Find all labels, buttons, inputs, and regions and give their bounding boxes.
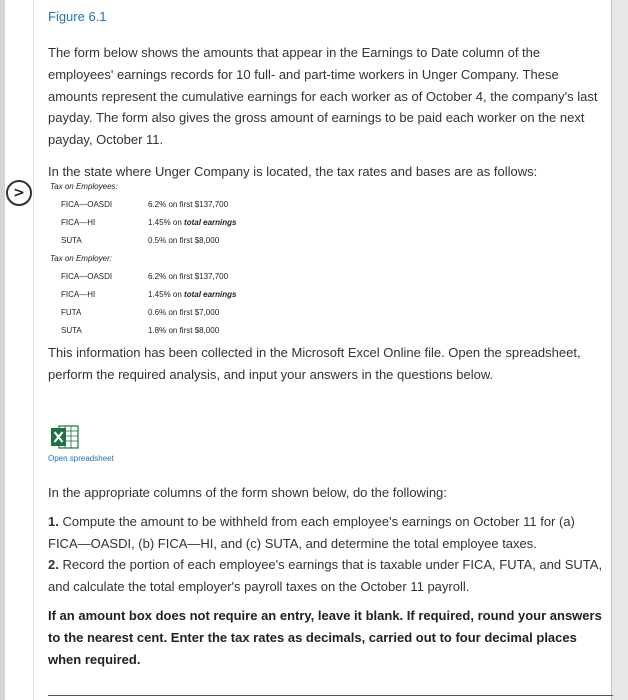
- instructions-block: [48, 482, 604, 670]
- excel-icon[interactable]: [51, 424, 79, 450]
- tax-rate: 1.8% on first $8,000: [148, 326, 220, 335]
- table-row: [50, 288, 350, 306]
- right-scrollbar-track[interactable]: [612, 0, 628, 700]
- employer-tax-heading: Tax on Employer:: [50, 254, 112, 263]
- step-2: [48, 554, 604, 598]
- tax-intro-paragraph: In the state where Unger Company is located, the tax rates and bases are as follows:: [48, 163, 538, 179]
- step-1: [48, 511, 604, 555]
- step-1-text: Compute the amount to be withheld from each employee's earnings on October 11 for (a) FICA—OASDI, (b) FICA—HI, and (c) SUTA, and determine the total employee taxes.: [48, 513, 575, 551]
- tax-rate: 1.45% on total earnings: [148, 290, 237, 299]
- tax-name: FICA—OASDI: [61, 200, 113, 209]
- excel-paragraph: This information has been collected in the Microsoft Excel Online file. Open the spreadsheet, perform the required analysis, and input your answers in the questions below.: [48, 345, 581, 382]
- step-2-text: Record the portion of each employee's earnings that is taxable under FICA, FUTA, and SUTA, and calculate the total employer's payroll taxes on the October 11 payroll.: [48, 557, 603, 595]
- tax-rate: 1.45% on total earnings: [148, 218, 237, 227]
- tax-name: SUTA: [61, 236, 82, 245]
- table-row: [50, 324, 350, 342]
- intro-paragraph: The form below shows the amounts that appear in the Earnings to Date column of the employees' earnings records for 10 full- and part-time workers in Unger Company. These amounts represent the cumulative earnings for each worker as of October 4, the company's last payday. The form also gives the gross amount of earnings to be paid each worker on the next payday, October 11.: [48, 45, 598, 148]
- tax-name: SUTA: [61, 326, 82, 335]
- table-row: [50, 216, 350, 234]
- table-row: [50, 270, 350, 288]
- tax-rate: 6.2% on first $137,700: [148, 200, 229, 209]
- instructions-intro: In the appropriate columns of the form shown below, do the following:: [48, 485, 447, 500]
- table-row: [50, 198, 350, 216]
- expand-arrow-button[interactable]: [6, 180, 32, 206]
- step-1-number: 1.: [48, 513, 59, 529]
- open-spreadsheet-link[interactable]: Open spreadsheet: [48, 454, 114, 463]
- tax-rate: 6.2% on first $137,700: [148, 272, 229, 281]
- figure-title: Figure 6.1: [48, 9, 107, 24]
- left-gutter-divider: [33, 0, 34, 700]
- bottom-divider: [48, 695, 613, 696]
- employee-tax-heading: Tax on Employees:: [50, 182, 118, 191]
- table-row: [50, 234, 350, 252]
- table-row: [50, 306, 350, 324]
- tax-rates-table: [50, 180, 350, 342]
- tax-rate: 0.6% on first $7,000: [148, 308, 220, 317]
- rounding-note: If an amount box does not require an entry, leave it blank. If required, round your answers to the nearest cent. Enter the tax rates as decimals, carried out to four decimal places when required.: [48, 607, 602, 667]
- tax-name: FICA—HI: [61, 290, 96, 299]
- tax-name: FICA—HI: [61, 218, 96, 227]
- tax-rate: 0.5% on first $8,000: [148, 236, 220, 245]
- tax-name: FUTA: [61, 308, 82, 317]
- step-2-number: 2.: [48, 557, 59, 573]
- question-content: [48, 8, 608, 187]
- left-frame-border: [0, 0, 5, 700]
- chevron-right-icon: >: [13, 185, 25, 201]
- tax-name: FICA—OASDI: [61, 272, 113, 281]
